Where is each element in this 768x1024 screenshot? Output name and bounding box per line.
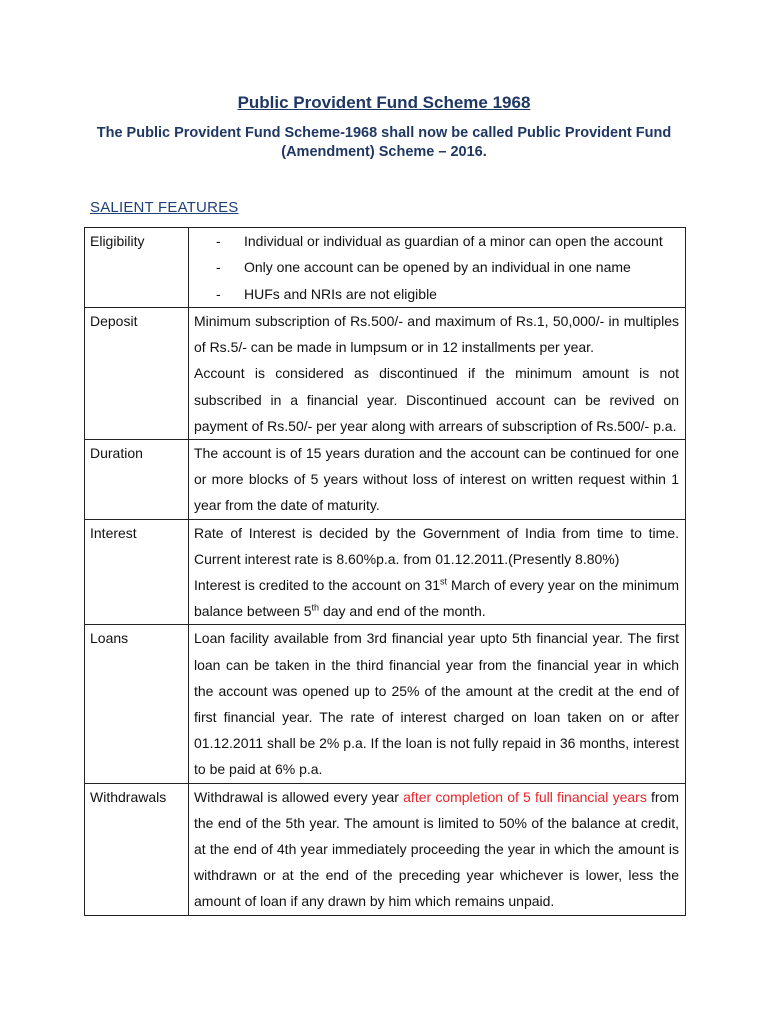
table-row-interest — [85, 519, 686, 625]
table-row-deposit — [85, 307, 686, 439]
table-row-duration — [85, 439, 686, 519]
row-content — [189, 307, 686, 439]
text-run: Interest is credited to the account on 31 — [194, 576, 441, 593]
row-content: Loan facility available from 3rd financial year upto 5th financial year. The first loan can be taken in the third financial year from the financial year in which the account was opened up to 25% of the amount at the credit at the end of first financial year. The rate of interest charged on loan taken on or after 01.12.2011 shall be 2% p.a. If the loan is not fully repaid in 36 months, interest to be paid at 6% p.a. — [189, 625, 686, 783]
row-content: The account is of 15 years duration and the account can be continued for one or more blocks of 5 years without loss of interest on written request within 1 year from the date of maturity. — [189, 439, 686, 519]
paragraph: Account is considered as discontinued if the minimum amount is not subscribed in a financial year. Discontinued account can be revived on payment of Rs.50/- per year along with arrears of subscription of Rs.500/- p.a. — [194, 365, 679, 434]
row-label: Duration — [85, 439, 189, 519]
paragraph — [194, 572, 679, 624]
section-heading: SALIENT FEATURES — [90, 199, 239, 216]
row-label: Withdrawals — [85, 783, 189, 915]
features-table — [84, 227, 686, 916]
table-row-eligibility — [85, 228, 686, 308]
row-label: Deposit — [85, 307, 189, 439]
highlighted-text: after completion of 5 full financial years — [403, 788, 647, 805]
page-subtitle: The Public Provident Fund Scheme-1968 shall now be called Public Provident Fund (Amendment) Scheme – 2016. — [96, 125, 672, 160]
text-run: from the end of the 5th year. The amount is limited to 50% of the balance at credit, at the end of 4th year immediately proceeding the year in which the amount is withdrawn or at the end of the preceding year whichever is lower, less the amount of loan if any drawn by him which remains unpaid. — [194, 788, 679, 910]
text-run: day and end of the month. — [319, 603, 486, 620]
superscript: th — [311, 602, 320, 613]
row-label: Interest — [85, 519, 189, 625]
row-label: Loans — [85, 625, 189, 783]
table-row-loans — [85, 625, 686, 783]
table-row-withdrawals — [85, 783, 686, 915]
row-content — [189, 519, 686, 625]
text-run: March of every year on the minimum balance between 5 — [194, 576, 679, 620]
paragraph: Minimum subscription of Rs.500/- and maximum of Rs.1, 50,000/- in multiples of Rs.5/- can be made in lumpsum or in 12 installments per year. — [194, 312, 679, 356]
row-content — [189, 783, 686, 915]
eligibility-list — [194, 228, 679, 307]
page-title: Public Provident Fund Scheme 1968 — [237, 93, 531, 112]
row-label: Eligibility — [85, 228, 189, 308]
text-run: Withdrawal is allowed every year — [194, 788, 404, 805]
list-item: - HUFs and NRIs are not eligible — [216, 281, 679, 307]
row-content — [189, 228, 686, 308]
list-item: - Only one account can be opened by an individual in one name — [216, 254, 679, 280]
superscript: st — [440, 576, 448, 587]
paragraph: Rate of Interest is decided by the Government of India from time to time. Current interest rate is 8.60%p.a. from 01.12.2011.(Presently 8.80%) — [194, 524, 679, 567]
list-item: - Individual or individual as guardian of a minor can open the account — [216, 228, 679, 254]
